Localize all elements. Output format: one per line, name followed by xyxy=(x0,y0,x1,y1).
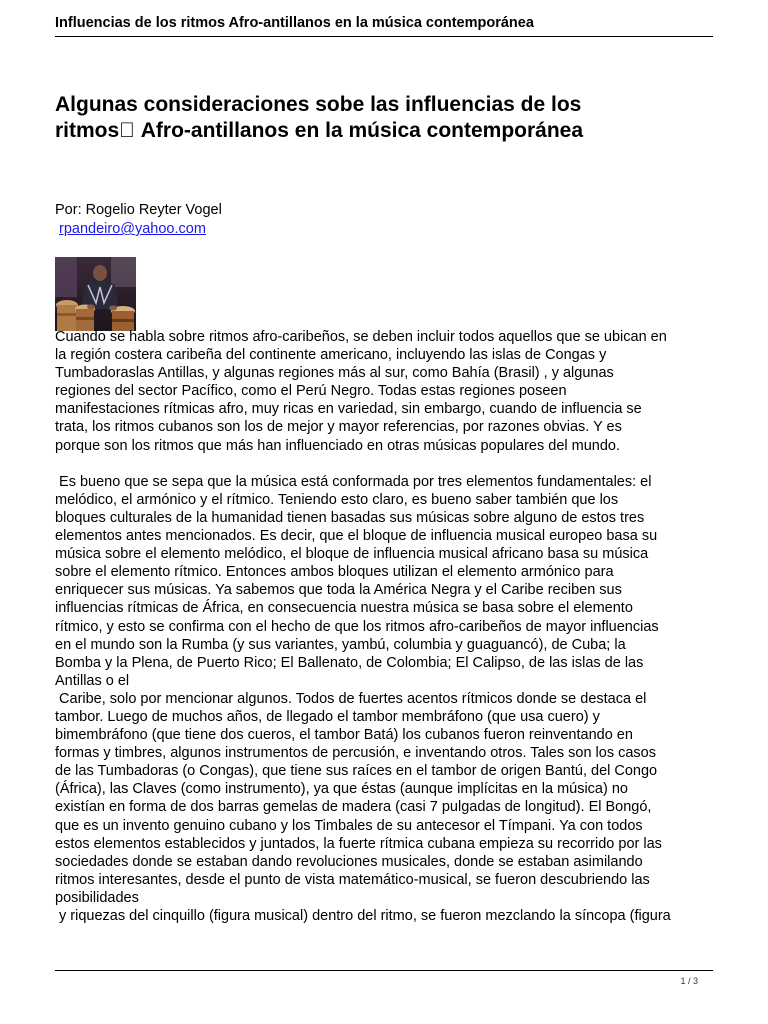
body-text-line: música sobre el elemento melódico, el bloque de influencia musical africano basa su música xyxy=(55,546,649,563)
author-byline: Por: Rogelio Reyter Vogel xyxy=(55,202,222,218)
body-text-line: sociedades donde se estaban dando revoluciones musicales, donde se estaban asimilando xyxy=(55,853,643,870)
paragraph-break xyxy=(55,455,720,473)
body-text-line: bimembráfono (que tiene dos cueros, el tambor Batá) los cubanos fueron reinventando en xyxy=(55,727,633,744)
body-text-line: Es bueno que se sepa que la música está conformada por tres elementos fundamentales: el xyxy=(55,473,652,490)
body-text-line: Caribe, solo por mencionar algunos. Todos de fuertes acentos rítmicos donde se destaca el xyxy=(55,690,647,707)
body-text-line: Tumbadoraslas Antillas, y algunas regiones más al sur, como Bahía (Brasil) , y algunas xyxy=(55,365,614,382)
body-text-line: que es un invento genuino cubano y los Timbales de su antecesor el Tímpani. Ya con todos xyxy=(55,817,643,834)
body-text-line: y riquezas del cinquillo (figura musical) dentro del ritmo, se fueron mezclando la síncopa (figura xyxy=(55,908,671,924)
body-text-line: tambor. Luego de muchos años, de llegado el tambor membráfono (que usa cuero) y xyxy=(55,708,600,725)
body-text-line: Bomba y la Plena, de Puerto Rico; El Ballenato, de Colombia; El Calipso, de las islas de las xyxy=(55,654,644,671)
body-text-line: influencias rítmicas de África, en consecuencia nuestra música se basa sobre el elemento xyxy=(55,600,633,617)
body-text-line: en el mundo son la Rumba (y sus variantes, yambú, columbia y guaguancó), de Cuba; la xyxy=(55,636,626,653)
body-text-line: estos elementos establecidos y juntados, la fuerte rítmica cubana empieza su recorrido por las xyxy=(55,835,662,852)
author-email-link[interactable]: rpandeiro@yahoo.com xyxy=(59,221,206,237)
body-text-line: trata, los ritmos cubanos son los de mejor y mayor referencias, por razones obvias. Y es xyxy=(55,419,622,436)
article-title-line-1: Algunas consideraciones sobe las influencias de los xyxy=(55,93,582,116)
article-title xyxy=(55,92,735,144)
article-body xyxy=(55,328,720,925)
body-text-line: de las Tumbadoras (o Congas), que tiene sus raíces en el tambor de origen Bantú, del Congo xyxy=(55,763,658,780)
page-number: 1 / 3 xyxy=(680,976,698,986)
body-text-line: Cuando se habla sobre ritmos afro-caribeños, se deben incluir todos aquellos que se ubican en xyxy=(55,329,667,345)
article-title-line-2: ritmos Afro-antillanos en la música contemporánea xyxy=(55,119,567,142)
body-text-line: bloques culturales de la humanidad tienen basadas sus músicas sobre alguno de estos tres xyxy=(55,509,645,526)
body-text-line: porque son los ritmos que más han influenciado en otras músicas populares del mundo. xyxy=(55,437,621,454)
body-text-line: posibilidades xyxy=(55,889,139,906)
footer-divider xyxy=(55,970,713,971)
body-text-line: existían en forma de dos barras gemelas de madera (casi 7 pulgadas de longitud). El Bongó, xyxy=(55,799,652,816)
percussionist-photo-icon xyxy=(55,257,136,331)
body-text-line: Antillas o el xyxy=(55,672,130,689)
body-text-line: elementos antes mencionados. Es decir, que el bloque de influencia musical europeo basa su xyxy=(55,528,658,545)
body-text-line: rítmico, y esto se confirma con el hecho de que los ritmos afro-caribeños de mayor influencias xyxy=(55,618,659,635)
body-text-line: sobre el elemento rítmico. Entonces ambos bloques utilizan el elemento armónico para xyxy=(55,564,614,581)
body-text-line: formas y timbres, algunos instrumentos de percusión, e inventando otros. Tales son los casos xyxy=(55,745,656,762)
body-text-line: manifestaciones rítmicas afro, muy ricas en variedad, sin embargo, cuando de influencia se xyxy=(55,401,642,418)
body-text-line: enriquecer sus músicas. Ya sabemos que toda la América Negra y el Caribe reciben sus xyxy=(55,582,622,599)
body-text-line: regiones del sector Pacífico, como el Perú Negro. Todas estas regiones poseen xyxy=(55,383,567,400)
body-text-line: la región costera caribeña del continente americano, incluyendo las islas de Congas y xyxy=(55,347,607,364)
body-text-line: ritmos interesantes, desde el punto de vista matemático-musical, se fueron descubriendo las xyxy=(55,871,650,888)
header-divider xyxy=(55,36,713,37)
running-header-title: Influencias de los ritmos Afro-antillanos en la música contemporánea xyxy=(55,15,534,31)
body-text-line: melódico, el armónico y el rítmico. Teniendo esto claro, es bueno saber también que los xyxy=(55,491,619,508)
body-text-line: (África), las Claves (como instrumento), ya que éstas (aunque implícitas en la música) no xyxy=(55,781,628,798)
